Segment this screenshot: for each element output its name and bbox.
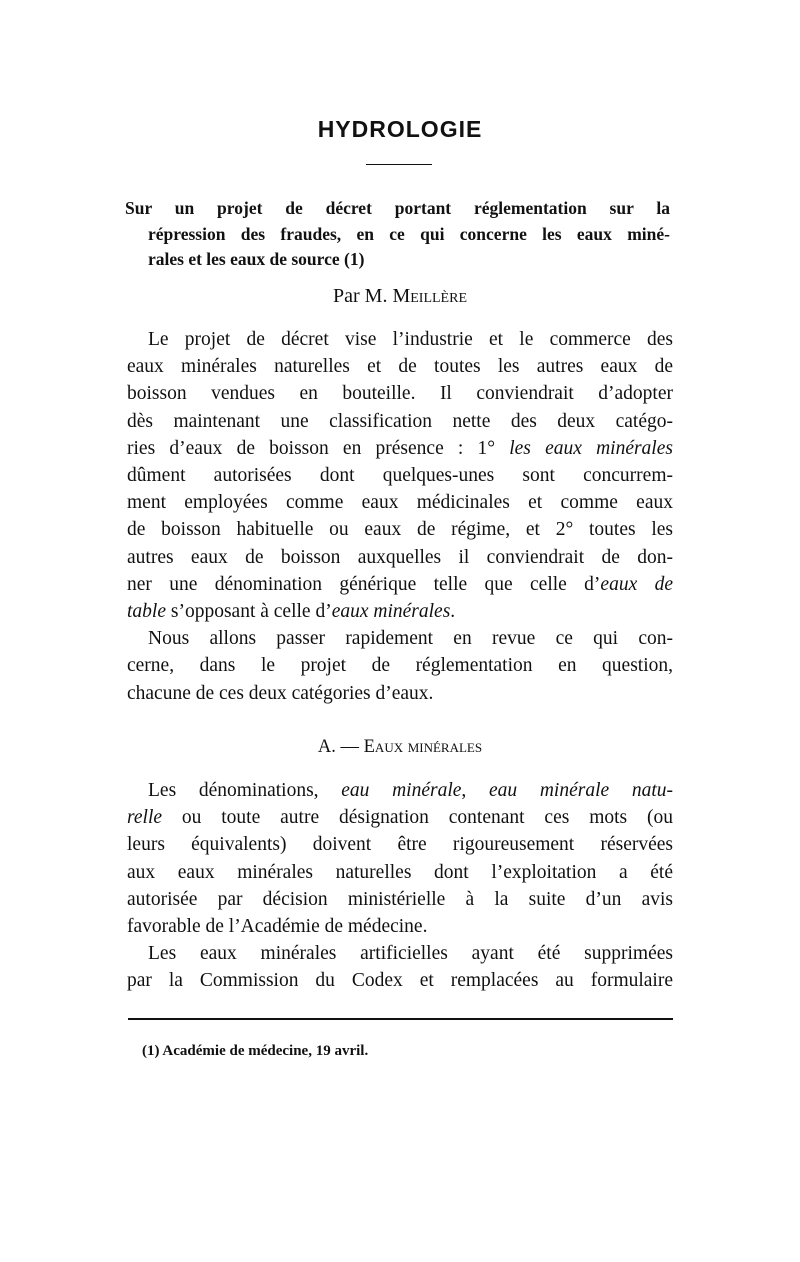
text-line: aux eaux minérales naturelles dont l’exploitation a été [127,861,673,883]
paragraph-3 [127,777,673,940]
title-underline [366,164,432,165]
text-line: dûment autorisées dont quelques-unes sont concurrem- [127,465,673,487]
subtitle-line: rales et les eaux de source (1) [148,249,365,269]
italic-term: eaux minérales [331,601,451,623]
page-title: HYDROLOGIE [317,116,483,142]
article-subtitle [125,196,670,273]
text-line: autres eaux de boisson auxquelles il conviendrait de don- [127,546,673,568]
text-span: ries d’eaux de boisson en présence : 1° [127,437,510,459]
italic-term: eaux de [600,573,673,595]
section-heading [0,737,800,758]
italic-term: table [127,601,166,623]
paragraph-1 [127,326,673,625]
paragraph-2 [127,625,673,707]
text-line: de boisson habituelle ou eaux de régime, et 2° toutes les [127,519,673,541]
section-prefix: A. — [317,737,359,757]
italic-term: relle [127,807,163,829]
subtitle-line: Sur un projet de décret portant réglementation sur la [125,198,670,218]
text-line [127,598,673,625]
text-line: Les eaux minérales artificielles ayant été supprimées [148,943,673,965]
footnote: (1) Académie de médecine, 19 avril. [142,1043,369,1059]
text-span: . [450,601,456,623]
section-title: Eaux minérales [363,737,483,757]
article-body-continued [127,777,673,995]
paragraph-4 [127,940,673,994]
text-line [127,435,673,462]
italic-term: eau minérale [341,780,462,801]
italic-term: les eaux minérales [509,437,673,459]
author-name: Meillère [392,285,467,307]
text-line: chacune de ces deux catégories d’eaux. [127,682,434,704]
article-body [127,326,673,707]
text-line: par la Commission du Codex et remplacées au formulaire [127,970,673,992]
text-span: ou toute autre désignation contenant ces mots (ou [162,807,673,829]
text-line: autorisée par décision ministérielle à la suite d’un avis [127,888,673,910]
text-line: boisson vendues en bouteille. Il conviendrait d’adopter [127,383,673,405]
text-span: s’opposant à celle d’ [166,601,332,623]
italic-term: eau minérale natu- [488,780,673,801]
text-line: ment employées comme eaux médicinales et comme eaux [127,492,673,514]
text-line: Nous allons passer rapidement en revue ce qui con- [148,628,673,650]
text-span: ner une dénomination générique telle que celle d’ [127,573,601,595]
subtitle-line: répression des fraudes, en ce qui concerne les eaux miné- [148,223,670,244]
text-line [127,804,673,831]
text-line: Le projet de décret vise l’industrie et le commerce des [148,329,673,350]
text-line: favorable de l’Académie de médecine. [127,916,428,938]
text-line: dès maintenant une classification nette des deux catégo- [127,410,673,432]
text-line [127,777,673,804]
text-line: eaux minérales naturelles et de toutes les autres eaux de [127,356,673,378]
text-line: cerne, dans le projet de réglementation en question, [127,655,673,677]
text-line [127,571,673,598]
text-span: Les dénominations, [148,780,342,801]
author-prefix: Par M. [333,285,388,307]
text-span: , [461,780,489,801]
author-line [0,285,800,308]
text-line: leurs équivalents) doivent être rigoureusement réservées [127,834,673,856]
footnote-separator [128,1018,673,1020]
